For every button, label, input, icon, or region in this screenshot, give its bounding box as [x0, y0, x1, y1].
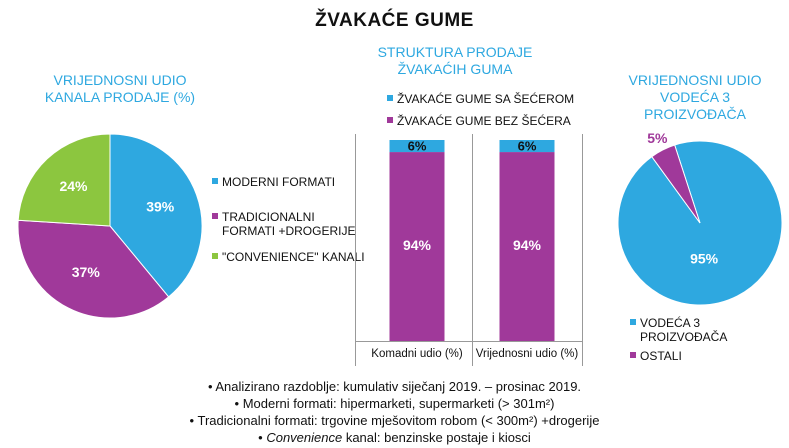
bar-value-label: 6% [517, 138, 537, 154]
legend-label-line: TRADICIONALNI [222, 210, 315, 224]
pie2-legend [630, 316, 789, 363]
legend-label-others: OSTALI [640, 349, 682, 363]
bar-value-label: 6% [407, 138, 427, 154]
footnote: • Moderni formati: hipermarketi, supermarketi (> 301m²) [234, 396, 555, 411]
pie2-title-line: VRIJEDNOSNI UDIO [628, 72, 762, 88]
pie-label-others: 5% [647, 130, 668, 146]
legend-swatch-blue [630, 319, 636, 325]
bar-value-label: 94% [402, 237, 432, 254]
footnotes [0, 378, 789, 446]
legend-item-sugarfree [387, 114, 587, 128]
footnote-text: Moderni formati: hipermarketi, supermarketi (> 301m²) [242, 396, 555, 411]
pie-label-modern: 39% [146, 198, 175, 215]
pie2-title [600, 72, 789, 123]
bar-value-label: 94% [512, 237, 542, 254]
channel-share-pie [10, 130, 210, 330]
legend-label-sugar: ŽVAKAĆE GUME SA ŠEĆEROM [397, 92, 575, 106]
footnote-text: kanal: benzinske postaje i kiosci [342, 430, 531, 445]
legend-item-others [630, 349, 789, 363]
legend-label-convenience: "CONVENIENCE" KANALI [222, 250, 365, 264]
legend-label-sugarfree: ŽVAKAĆE GUME BEZ ŠEĆERA [397, 114, 571, 128]
legend-swatch-purple [387, 117, 393, 123]
footnote: • Tradicionalni formati: trgovine mješovitom robom (< 300m²) +drogerije [189, 413, 600, 428]
bar-legend [387, 92, 587, 128]
pie-label-top3: 95% [690, 250, 719, 267]
pie2-title-line: PROIZVOĐAČA [644, 106, 746, 122]
footnote: • Analizirano razdoblje: kumulativ siječanj 2019. – prosinac 2019. [207, 379, 582, 394]
legend-label-traditional [222, 210, 355, 238]
legend-swatch-purple [630, 352, 636, 358]
page-title: ŽVAKAĆE GUME [315, 10, 474, 31]
pie2-title-line: VODEĆA 3 [659, 89, 731, 105]
legend-swatch-blue [387, 95, 393, 101]
bar-chart-title [355, 44, 555, 78]
pie-label-traditional: 37% [71, 264, 100, 281]
legend-swatch-purple [212, 213, 218, 219]
sugar-structure-bar-chart [355, 130, 595, 378]
legend-item-top3 [630, 316, 789, 344]
legend-label-line: FORMATI +DROGERIJE [222, 224, 356, 238]
pie1-title [10, 72, 230, 106]
footnote-text: Analizirano razdoblje: kumulativ siječanj 2019. – prosinac 2019. [215, 379, 582, 394]
producers-share-pie [615, 130, 785, 310]
bar-category-label: Vrijednosni udio (%) [475, 348, 579, 360]
pie1-title-line: VRIJEDNOSNI UDIO [53, 72, 187, 88]
legend-swatch-green [212, 253, 218, 259]
bar-category-label: Komadni udio (%) [371, 348, 463, 360]
pie-label-convenience: 24% [59, 177, 88, 194]
legend-swatch-blue [212, 178, 218, 184]
footnote: • Convenience kanal: benzinske postaje i kiosci [258, 430, 531, 445]
legend-item-sugar [387, 92, 587, 106]
legend-label-modern: MODERNI FORMATI [222, 175, 336, 189]
legend-label-top3: VODEĆA 3 PROIZVOĐAČA [640, 316, 728, 344]
footnote-text: Tradicionalni formati: trgovine mješovitom robom (< 300m²) +drogerije [197, 413, 600, 428]
bar-title-line: STRUKTURA PRODAJE [377, 44, 533, 60]
bar-title-line: ŽVAKAĆIH GUMA [397, 61, 513, 77]
pie1-title-line: KANALA PRODAJE (%) [44, 89, 196, 105]
footnote-emphasis: Convenience [266, 430, 343, 445]
